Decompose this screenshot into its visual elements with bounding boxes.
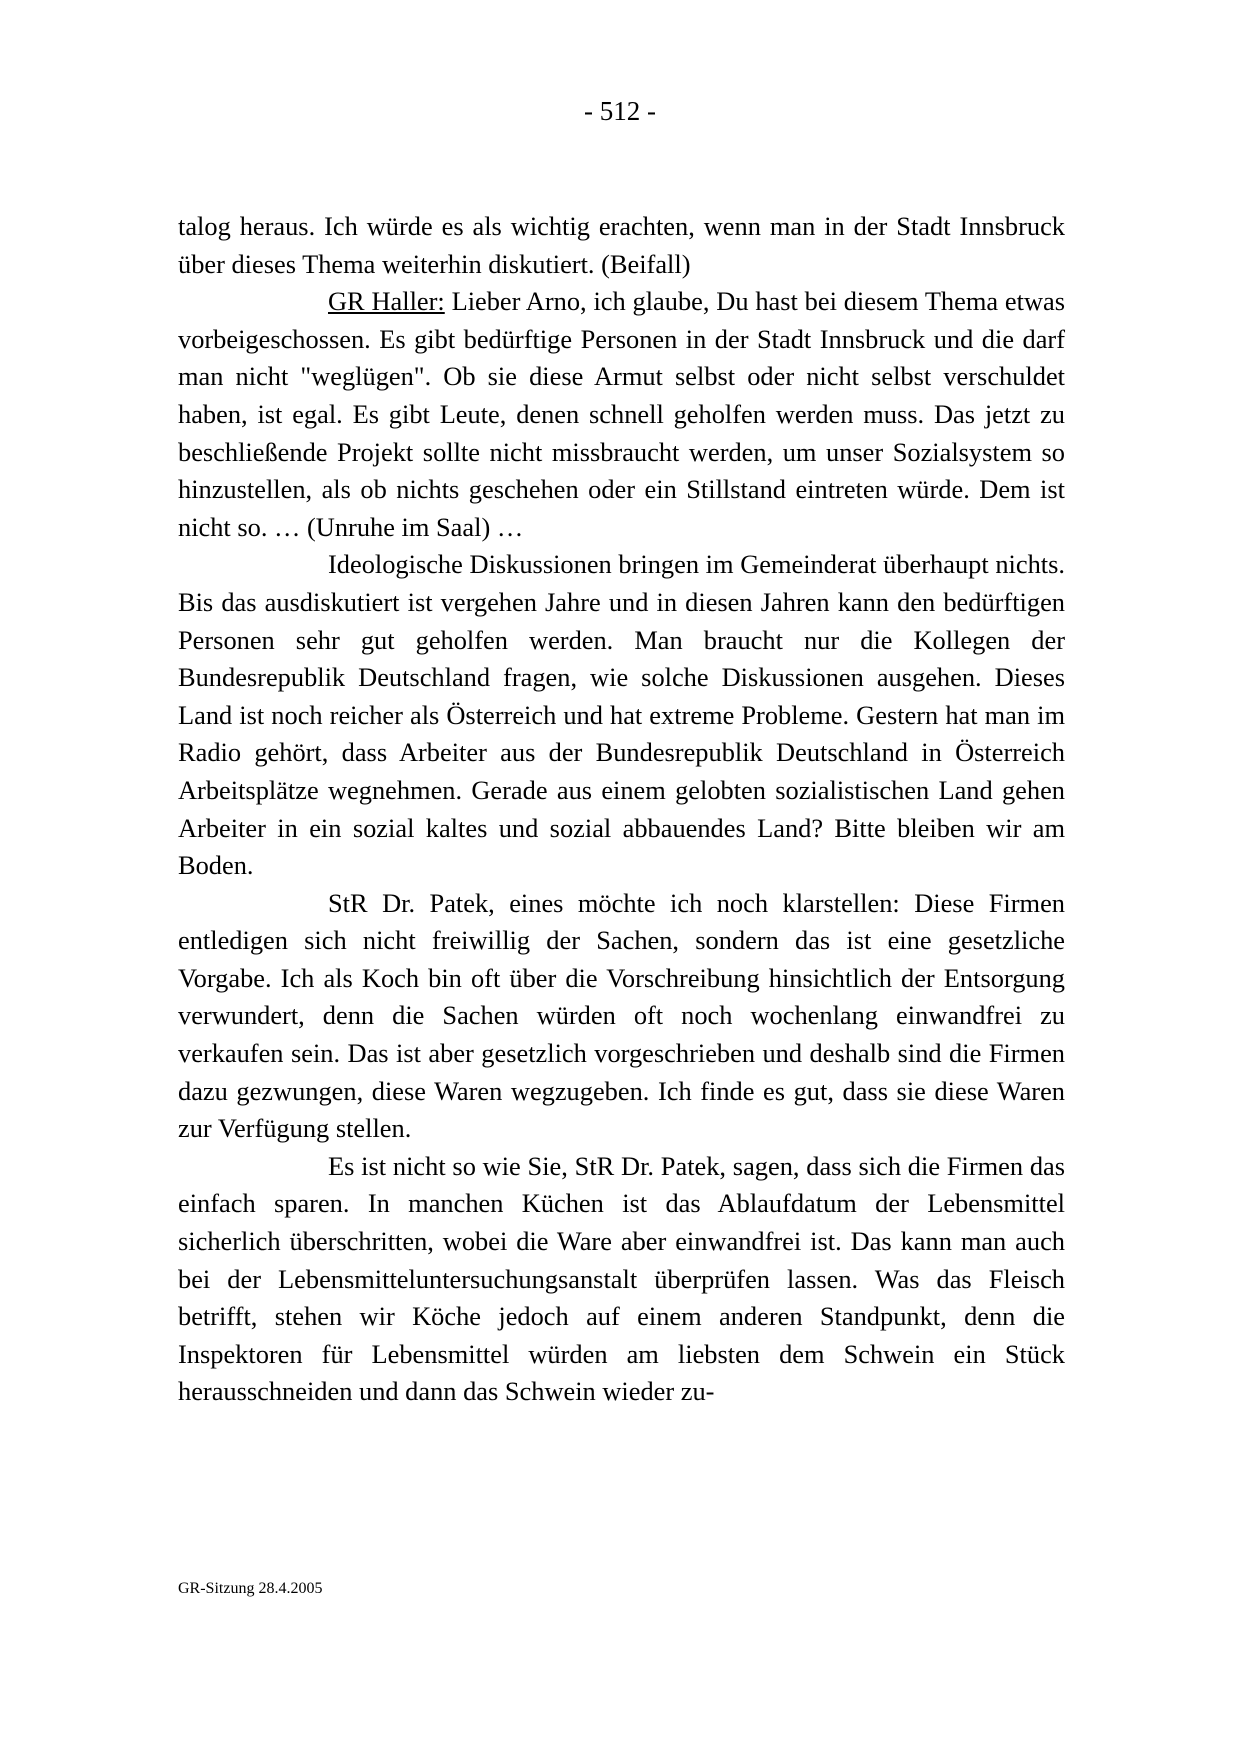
paragraph-1-text: talog heraus. Ich würde es als wichtig erachten, wenn man in der Stadt Innsbruck über dieses Thema weiterhin diskutiert. (Beifall) xyxy=(178,211,1065,279)
paragraph-3-text: Ideologische Diskussionen bringen im Gemeinderat überhaupt nichts. Bis das ausdiskutiert ist vergehen Jahre und in diesen Jahren kann den bedürftigen Personen sehr gut geholfen werden. Man braucht nur die Kollegen der Bundesrepublik Deutschland fragen, wie solche Diskussionen ausgehen. Dieses Land ist noch reicher als Österreich und hat extreme Probleme. Gestern hat man im Radio gehört, dass Arbeiter aus der Bundesrepublik Deutschland in Österreich Arbeitsplätze wegnehmen. Gerade aus einem gelobten sozialistischen Land gehen Arbeiter in ein sozial kaltes und sozial abbauendes Land? Bitte bleiben wir am Boden. xyxy=(178,549,1065,881)
paragraph-5-text: Es ist nicht so wie Sie, StR Dr. Patek, sagen, dass sich die Firmen das einfach sparen. In manchen Küchen ist das Ablaufdatum der Lebensmittel sicherlich überschritten, wobei die Ware aber einwandfrei ist. Das kann man auch bei der Lebensmitteluntersuchungsanstalt überprüfen lassen. Was das Fleisch betrifft, stehen wir Köche jedoch auf einem anderen Standpunkt, denn die Inspektoren für Lebensmittel würden am liebsten dem Schwein ein Stück herausschneiden und dann das Schwein wieder zu- xyxy=(178,1150,1065,1407)
paragraph-3 xyxy=(178,546,1065,884)
paragraph-4-text: StR Dr. Patek, eines möchte ich noch klarstellen: Diese Firmen entledigen sich nicht freiwillig der Sachen, sondern das ist eine gesetzliche Vorgabe. Ich als Koch bin oft über die Vorschreibung hinsichtlich der Entsorgung verwundert, denn die Sachen würden oft noch wochenlang einwandfrei zu verkaufen sein. Das ist aber gesetzlich vorgeschrieben und deshalb sind die Firmen dazu gezwungen, diese Waren wegzugeben. Ich finde es gut, dass sie diese Waren zur Verfügung stellen. xyxy=(178,887,1065,1144)
paragraph-1 xyxy=(178,208,1065,283)
paragraph-5 xyxy=(178,1148,1065,1411)
document-body xyxy=(178,208,1065,1411)
paragraph-4 xyxy=(178,885,1065,1148)
footer-session-date: GR-Sitzung 28.4.2005 xyxy=(178,1580,323,1597)
paragraph-2-text: Lieber Arno, ich glaube, Du hast bei diesem Thema etwas vorbeigeschossen. Es gibt bedürftige Personen in der Stadt Innsbruck und die darf man nicht "weglügen". Ob sie diese Armut selbst oder nicht selbst verschuldet haben, ist egal. Es gibt Leute, denen schnell geholfen werden muss. Das jetzt zu beschließende Projekt sollte nicht missbraucht werden, um unser Sozialsystem so hinzustellen, als ob nichts geschehen oder ein Stillstand eintreten würde. Dem ist nicht so. … (Unruhe im Saal) … xyxy=(178,286,1065,542)
paragraph-2 xyxy=(178,283,1065,546)
page-number: - 512 - xyxy=(584,96,656,126)
speaker-name: GR Haller: xyxy=(328,286,445,317)
